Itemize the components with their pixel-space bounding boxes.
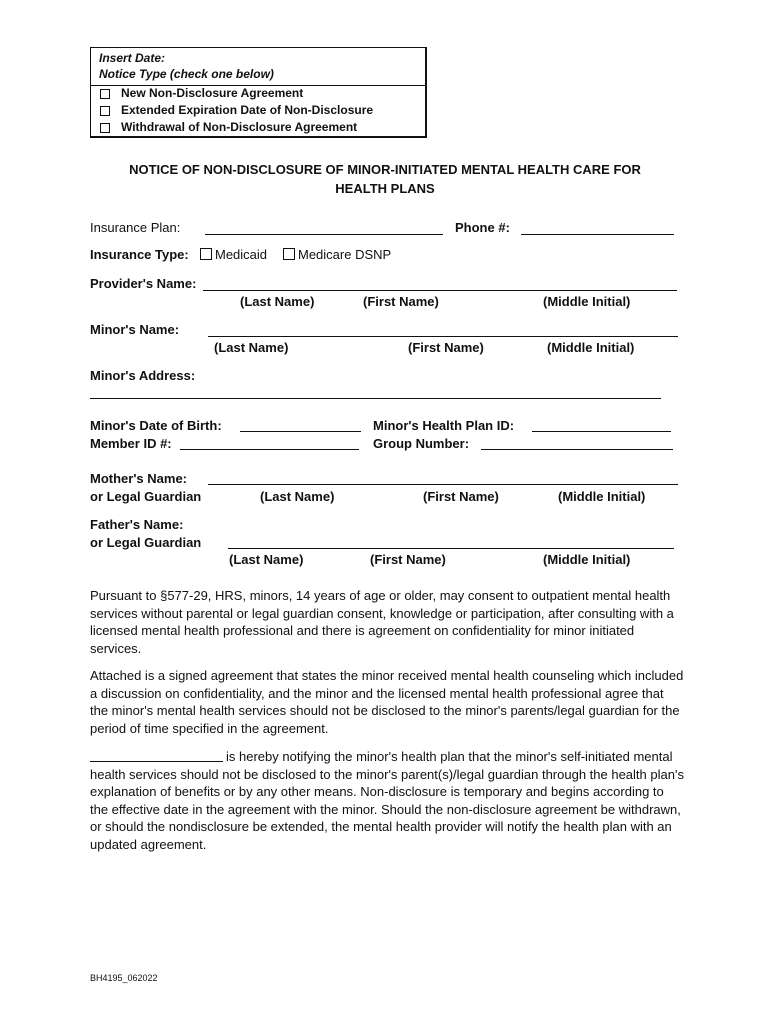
health-plan-id-label: Minor's Health Plan ID:	[373, 418, 515, 433]
form-title-line2: HEALTH PLANS	[335, 181, 435, 196]
health-plan-id-field[interactable]	[532, 431, 671, 432]
mother-first-name-sublabel: (First Name)	[423, 489, 499, 504]
mothers-name-label: Mother's Name:	[90, 471, 187, 486]
insurance-plan-label: Insurance Plan:	[90, 220, 181, 235]
paragraph-notification	[90, 748, 685, 853]
member-id-label: Member ID #:	[90, 436, 172, 451]
minor-first-name-sublabel: (First Name)	[408, 340, 484, 355]
extended-expiration-checkbox[interactable]	[100, 106, 110, 116]
provider-middle-initial-sublabel: (Middle Initial)	[543, 294, 631, 309]
paragraph-attached-agreement: Attached is a signed agreement that states the minor received mental health counseling which included a discussion on confidentiality, and the minor and the licensed mental health professional agree that the minor's mental health services should not be disclosed to the minor's parents/legal guardian for the period of time specified in the agreement.	[90, 668, 684, 736]
mothers-name-field[interactable]	[208, 484, 678, 485]
minors-dob-label: Minor's Date of Birth:	[90, 418, 222, 433]
insert-date-label: Insert Date:	[99, 51, 166, 65]
notification-text: is hereby notifying the minor's health plan that the minor's self-initiated mental health services should not be disclosed to the minor's parent(s)/legal guardian through the health plan's explanation of benefits or by any other means. Non-disclosure is temporary and begins according to the effective date in the agreement with the minor. Should the non-disclosure agreement be withdrawn, or should the nondisclosure be extended, the mental health provider will notify the health plan with an updated agreement.	[90, 749, 684, 852]
providers-name-field[interactable]	[203, 290, 677, 291]
medicaid-label: Medicaid	[215, 247, 268, 262]
minors-dob-field[interactable]	[240, 431, 361, 432]
medicaid-checkbox[interactable]	[200, 248, 212, 260]
mother-middle-initial-sublabel: (Middle Initial)	[558, 489, 646, 504]
mother-legal-guardian-label: or Legal Guardian	[90, 489, 202, 504]
new-agreement-label: New Non-Disclosure Agreement	[121, 86, 304, 100]
father-first-name-sublabel: (First Name)	[370, 552, 446, 567]
member-id-field[interactable]	[180, 449, 359, 450]
mother-last-name-sublabel: (Last Name)	[260, 489, 335, 504]
provider-name-blank[interactable]	[90, 749, 223, 762]
minors-name-field[interactable]	[208, 336, 678, 337]
minor-middle-initial-sublabel: (Middle Initial)	[547, 340, 635, 355]
phone-label: Phone #:	[455, 220, 510, 235]
providers-name-label: Provider's Name:	[90, 276, 197, 291]
minors-name-label: Minor's Name:	[90, 322, 180, 337]
extended-expiration-label: Extended Expiration Date of Non-Disclosure	[121, 103, 374, 117]
withdrawal-label: Withdrawal of Non-Disclosure Agreement	[121, 120, 358, 134]
medicare-dsnp-label: Medicare DSNP	[298, 247, 392, 262]
phone-field[interactable]	[521, 234, 674, 235]
minors-address-field[interactable]	[90, 398, 661, 399]
fathers-name-field[interactable]	[228, 548, 674, 549]
minor-last-name-sublabel: (Last Name)	[214, 340, 289, 355]
insurance-plan-field[interactable]	[205, 234, 443, 235]
father-legal-guardian-label: or Legal Guardian	[90, 535, 202, 550]
notice-type-box	[90, 47, 427, 138]
fathers-name-label: Father's Name:	[90, 517, 184, 532]
form-code: BH4195_062022	[90, 973, 158, 983]
father-last-name-sublabel: (Last Name)	[229, 552, 304, 567]
group-number-label: Group Number:	[373, 436, 470, 451]
group-number-field[interactable]	[481, 449, 673, 450]
form-title-line1: NOTICE OF NON-DISCLOSURE OF MINOR-INITIATED MENTAL HEALTH CARE FOR	[129, 162, 641, 177]
father-middle-initial-sublabel: (Middle Initial)	[543, 552, 631, 567]
provider-first-name-sublabel: (First Name)	[363, 294, 439, 309]
new-agreement-checkbox[interactable]	[100, 89, 110, 99]
withdrawal-checkbox[interactable]	[100, 123, 110, 133]
insurance-type-label: Insurance Type:	[90, 247, 189, 262]
medicare-dsnp-checkbox[interactable]	[283, 248, 295, 260]
notice-type-label: Notice Type (check one below)	[99, 67, 274, 81]
paragraph-pursuant: Pursuant to §577-29, HRS, minors, 14 years of age or older, may consent to outpatient mental health services without parental or legal guardian consent, knowledge or participation, after consulting with a licensed mental health professional and there is agreement on confidentiality for minor initiated services.	[90, 588, 674, 656]
minors-address-label: Minor's Address:	[90, 368, 196, 383]
provider-last-name-sublabel: (Last Name)	[240, 294, 315, 309]
